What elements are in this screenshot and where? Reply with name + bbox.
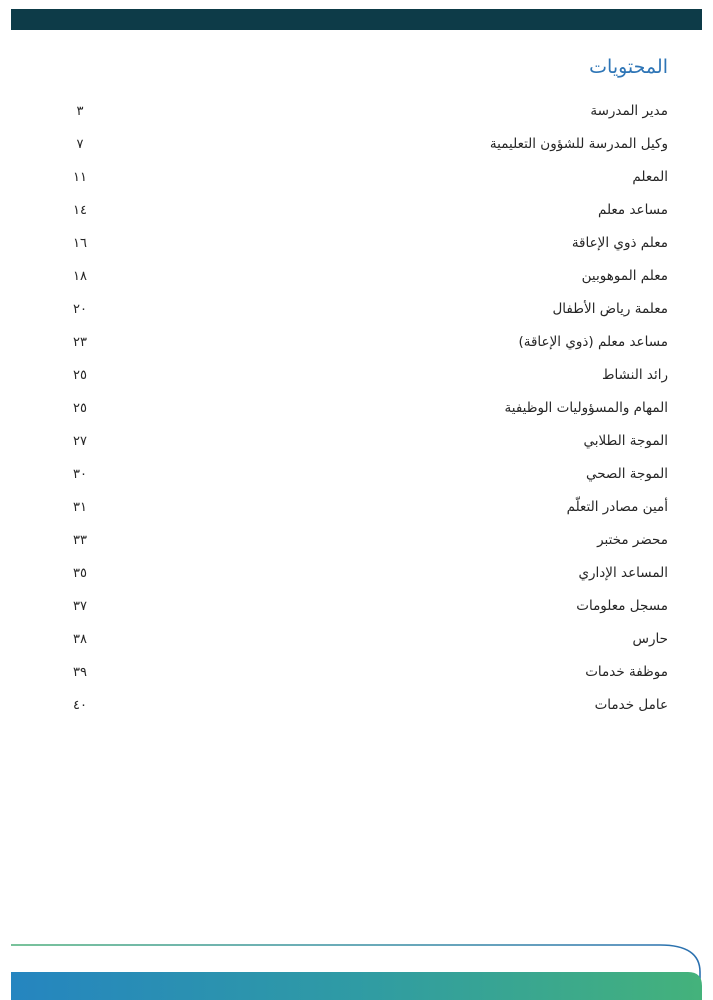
page-title: المحتويات xyxy=(589,56,668,78)
toc-entry-page-number: ٢٥ xyxy=(73,368,87,383)
toc-entry-label: أمين مصادر التعلّم xyxy=(566,499,668,515)
toc-entry-page-number: ١٤ xyxy=(73,203,87,218)
toc-entry-row[interactable] xyxy=(45,392,668,425)
toc-entry-page-number: ٣٧ xyxy=(73,599,87,614)
toc-entry-page-number: ٣٩ xyxy=(73,665,87,680)
toc-entry-row[interactable] xyxy=(45,161,668,194)
toc-entry-label: مدير المدرسة xyxy=(590,103,668,119)
top-decorative-band xyxy=(11,9,702,30)
toc-entry-row[interactable] xyxy=(45,491,668,524)
toc-entry-page-number: ٣٣ xyxy=(73,533,87,548)
toc-entry-row[interactable] xyxy=(45,656,668,689)
toc-entry-page-number: ٢٥ xyxy=(73,401,87,416)
toc-entry-label: الموجة الصحي xyxy=(585,466,668,482)
toc-entry-label: المساعد الإداري xyxy=(578,565,668,581)
toc-entry-row[interactable] xyxy=(45,128,668,161)
toc-entry-row[interactable] xyxy=(45,689,668,722)
toc-entry-page-number: ٧ xyxy=(76,137,84,152)
toc-entry-row[interactable] xyxy=(45,557,668,590)
toc-entry-label: محضر مختبر xyxy=(597,532,668,548)
toc-entry-page-number: ١٨ xyxy=(73,269,87,284)
toc-entry-page-number: ٢٣ xyxy=(73,335,87,350)
table-of-contents xyxy=(45,58,668,722)
toc-entry-page-number: ٣٠ xyxy=(73,467,87,482)
toc-entry-label: وكيل المدرسة للشؤون التعليمية xyxy=(489,136,668,152)
toc-entry-page-number: ٣٥ xyxy=(73,566,87,581)
toc-entry-label: معلم الموهوبين xyxy=(581,268,668,284)
toc-entry-label: المعلم xyxy=(632,169,668,185)
toc-entry-page-number: ٢٧ xyxy=(73,434,87,449)
toc-entry-page-number: ٣١ xyxy=(73,500,87,515)
toc-entry-row[interactable] xyxy=(45,359,668,392)
toc-entry-page-number: ٣٨ xyxy=(73,632,87,647)
toc-entry-label: عامل خدمات xyxy=(594,697,668,713)
toc-entry-row[interactable] xyxy=(45,425,668,458)
toc-entry-page-number: ٣ xyxy=(76,104,84,119)
bottom-decorative-graphic xyxy=(0,920,713,1000)
toc-entry-label: رائد النشاط xyxy=(602,367,668,383)
toc-entry-page-number: ٤٠ xyxy=(73,698,87,713)
toc-entry-label: مساعد معلم (ذوي الإعاقة) xyxy=(518,334,668,350)
toc-entry-row[interactable] xyxy=(45,227,668,260)
toc-entry-label: حارس xyxy=(632,631,668,647)
toc-entry-label: معلمة رياض الأطفال xyxy=(552,301,668,317)
toc-entry-label: موظفة خدمات xyxy=(585,664,668,680)
toc-entry-row[interactable] xyxy=(45,524,668,557)
toc-entry-label: معلم ذوي الإعاقة xyxy=(571,235,668,251)
toc-entry-label: مساعد معلم xyxy=(597,202,668,218)
toc-entry-page-number: ٢٠ xyxy=(73,302,87,317)
toc-entry-page-number: ١١ xyxy=(73,170,87,185)
toc-entry-label: المهام والمسؤوليات الوظيفية xyxy=(504,400,668,416)
bottom-gradient-bar xyxy=(11,972,702,1000)
toc-entry-row[interactable] xyxy=(45,95,668,128)
toc-list xyxy=(45,95,668,722)
toc-entry-row[interactable] xyxy=(45,260,668,293)
toc-entry-row[interactable] xyxy=(45,326,668,359)
toc-entry-label: الموجة الطلابي xyxy=(583,433,668,449)
toc-entry-row[interactable] xyxy=(45,623,668,656)
toc-entry-row[interactable] xyxy=(45,590,668,623)
toc-entry-row[interactable] xyxy=(45,293,668,326)
toc-entry-page-number: ١٦ xyxy=(73,236,87,251)
toc-entry-row[interactable] xyxy=(45,458,668,491)
toc-entry-label: مسجل معلومات xyxy=(576,598,668,614)
toc-entry-row[interactable] xyxy=(45,194,668,227)
